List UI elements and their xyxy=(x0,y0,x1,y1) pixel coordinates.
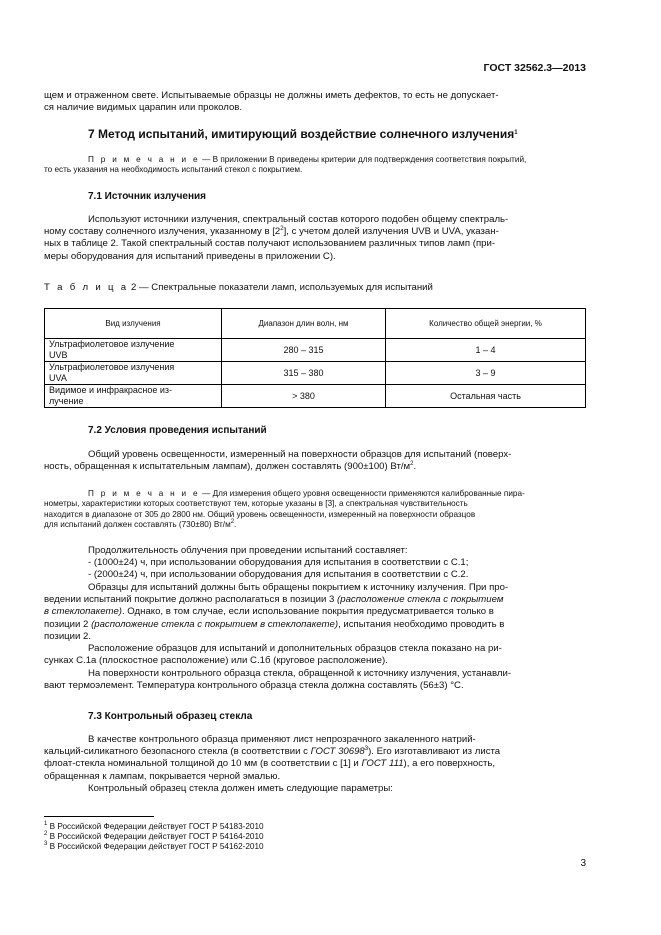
section-7-2-note: П р и м е ч а н и е — Для измерения общего уровня освещенности применяются калиброванные пира- нометры, характеристики которых соответствуют тем, которые указаны в [3], а спектральная чувствительность находится в диапазоне от 305 до 2800 нм. Общий уровень освещенности, измеренный на поверхности образцов для испытаний должен составлять (730±80) $Вт/м^2$. xyxy=(44,489,525,530)
page-number: 3 xyxy=(580,858,586,869)
energy-cell: 1 – 4 xyxy=(386,339,586,362)
footnote: $^3$ В Российской Федерации действует ГОСТ Р 54162-2010 xyxy=(44,841,264,851)
duration-paragraph: Продолжительность облучения при проведении испытаний составляет: - (1000±24) ч, при использовании оборудования для испытания в соответствии с С.1; - (2000±24) ч, при использовании оборудования для испытания в соответствии с С.2. xyxy=(88,545,469,581)
intro-paragraph: щем и отраженном свете. Испытываемые образцы не должны иметь дефектов, то есть не допускает- ся наличие видимых царапин или проколов. xyxy=(44,90,499,114)
section-7-3-paragraph: В качестве контрольного образца применяют лист непрозрачного закаленного натрий- кальций-силикатного безопасного стекла (в соответствии с ГОСТ 30698$^3$). Его изготавливают из листа флоат-стекла номинальной толщиной до 10 мм (в соответствии с [1] и ГОСТ 111), а его поверхность, обращенная к лампам, покрывается черной эмалью. Контрольный образец стекла должен иметь следующие параметры: xyxy=(44,734,501,794)
table-row xyxy=(45,385,586,408)
footnote: $^2$ В Российской Федерации действует ГОСТ Р 54164-2010 xyxy=(44,831,264,841)
section-7-1-paragraph: Используют источники излучения, спектральный состав которого подобен общему спектраль- ному составу солнечного излучения, указанному в $[2^2]$, с учетом долей излучения UVB и UVA, указан- ных в таблице 2. Такой спектральный состав получают использованием различных типов ламп (при- меры оборудования для испытаний приведены в приложении С). xyxy=(44,214,509,262)
radiation-type-cell: Ультрафиолетовое излучения UVA xyxy=(45,362,222,385)
table-header-row xyxy=(45,309,586,339)
section-7-note: П р и м е ч а н и е — В приложении В приведены критерии для подтверждения соответствия покрытий, то есть указания на необходимость испытаний стекол с покрытием. xyxy=(44,155,527,175)
header-cell: Вид излучения xyxy=(45,309,222,339)
spectral-table xyxy=(44,308,586,408)
section-7-2-paragraph: Общий уровень освещенности, измеренный на поверхности образцов для испытаний (поверх- ность, обращенная к испытательным лампам), должен составлять (900±100) $Вт/м^2$. xyxy=(44,449,512,473)
table-2-caption: Т а б л и ц а 2 — Спектральные показатели ламп, используемых для испытаний xyxy=(44,282,433,293)
table-row xyxy=(45,339,586,362)
section-7-2-heading: 7.2 Условия проведения испытаний xyxy=(88,425,267,436)
energy-cell: Остальная часть xyxy=(386,385,586,408)
wavelength-cell: 280 – 315 xyxy=(222,339,386,362)
placement-paragraph: Расположение образцов для испытаний и дополнительных образцов стекла показано на ри- сунках С.1а (плоскостное расположение) или С.1б (круговое расположение). xyxy=(44,643,502,667)
wavelength-cell: 315 – 380 xyxy=(222,362,386,385)
radiation-type-cell: Ультрафиолетовое излучение UVB xyxy=(45,339,222,362)
footnotes xyxy=(44,822,444,852)
header-cell: Количество общей энергии, % xyxy=(386,309,586,339)
thermocouple-paragraph: На поверхности контрольного образца стекла, обращенной к источнику излучения, устанавли- вают термоэлемент. Температура контрольного образца стекла должна составлять (56±3) °С. xyxy=(44,668,512,692)
orientation-paragraph: Образцы для испытаний должны быть обращены покрытием к источнику излучения. При про- ведении испытаний покрытие должно располагаться в позиции 3 (расположение стекла с покрытием в стеклопакете). Однако, в том случае, если использование покрытия предусматривается только в позиции 2 (расположение стекла с покрытием в стеклопакете), испытания необходимо проводить в позиции 2. xyxy=(44,582,509,642)
footnote: $^1$ В Российской Федерации действует ГОСТ Р 54183-2010 xyxy=(44,821,264,831)
standard-header: ГОСТ 32562.3—2013 xyxy=(483,62,586,74)
table-row xyxy=(45,362,586,385)
radiation-type-cell: Видимое и инфракрасное из- лучение xyxy=(45,385,222,408)
section-7-heading: 7 Метод испытаний, имитирующий воздействие солнечного излучения$^1$ xyxy=(88,127,518,141)
footnote-separator xyxy=(44,816,154,817)
energy-cell: 3 – 9 xyxy=(386,362,586,385)
header-cell: Диапазон длин волн, нм xyxy=(222,309,386,339)
wavelength-cell: > 380 xyxy=(222,385,386,408)
section-7-3-heading: 7.3 Контрольный образец стекла xyxy=(88,711,253,722)
section-7-1-heading: 7.1 Источник излучения xyxy=(88,191,206,202)
